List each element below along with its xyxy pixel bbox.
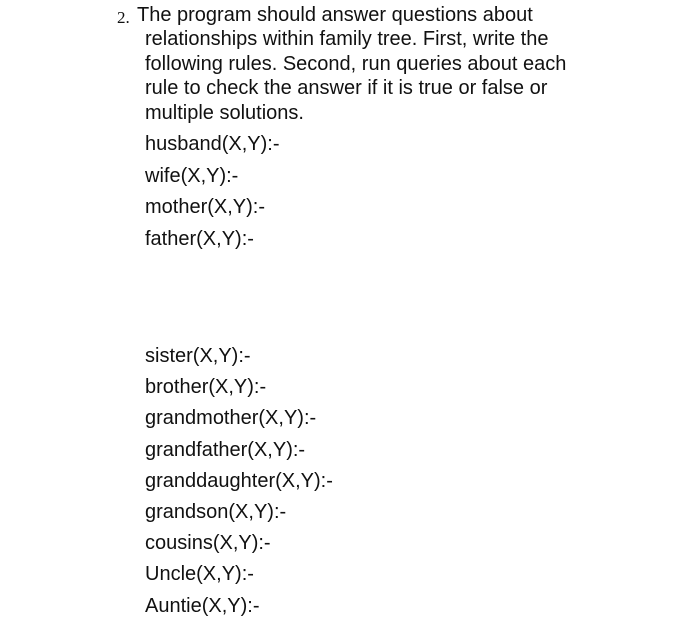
question-line: relationships within family tree. First, write the <box>145 28 549 51</box>
question-line: multiple solutions. <box>145 101 304 124</box>
rule-grandson: grandson(X,Y):- <box>145 500 287 523</box>
rule-cousins: cousins(X,Y):- <box>145 532 271 555</box>
rule-brother: brother(X,Y):- <box>145 376 267 399</box>
rule-auntie: Auntie(X,Y):- <box>145 594 260 617</box>
question-line: The program should answer questions about <box>137 4 533 26</box>
rule-grandfather: grandfather(X,Y):- <box>145 438 306 461</box>
rule-husband: husband(X,Y):- <box>145 133 280 155</box>
question-text <box>137 3 607 125</box>
rule-father: father(X,Y):- <box>145 228 254 251</box>
rule-list-extended <box>145 344 333 625</box>
question-line: following rules. Second, run queries about each <box>145 52 567 75</box>
rule-sister: sister(X,Y):- <box>145 345 251 367</box>
item-number: 2. <box>117 8 130 27</box>
rule-grandmother: grandmother(X,Y):- <box>145 407 317 430</box>
rule-list-basic <box>145 132 280 259</box>
rule-mother: mother(X,Y):- <box>145 196 266 219</box>
rule-wife: wife(X,Y):- <box>145 164 239 187</box>
question-line: rule to check the answer if it is true or false or <box>145 77 548 100</box>
rule-uncle: Uncle(X,Y):- <box>145 563 254 586</box>
rule-granddaughter: granddaughter(X,Y):- <box>145 469 333 492</box>
